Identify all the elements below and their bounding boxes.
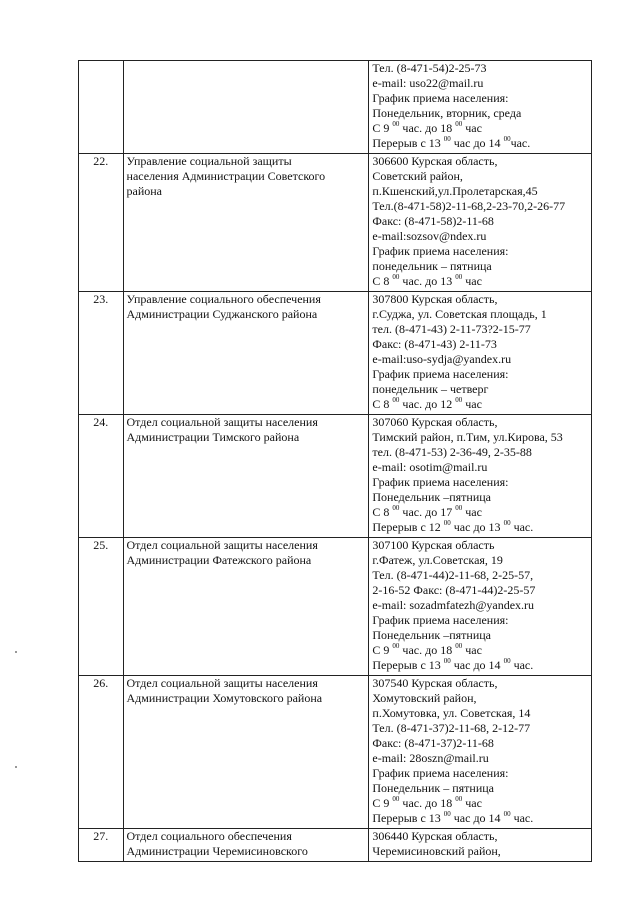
contact-line [372,628,588,643]
contact-line [372,643,588,658]
contact-info [369,676,592,829]
contact-text: Хомутовский район, [372,691,477,705]
contact-line [372,121,588,136]
contact-line [372,829,588,844]
contact-line [372,367,588,382]
contact-text: График приема населения: [372,367,509,381]
contact-text: Тел.(8-471-58)2-11-68,2-23-70,2-26-77 [372,199,566,213]
contact-text: час [462,796,482,810]
contact-line [372,244,588,259]
contact-line [372,475,588,490]
contact-line [372,490,588,505]
row-number: 24. [79,415,124,538]
organization-name-line: Отдел социального обеспечения [126,829,292,843]
contact-line [372,505,588,520]
contact-line [372,736,588,751]
contact-text: Тел. (8-471-54)2-25-73 [372,61,487,75]
contact-text: e-mail:uso-sydja@yandex.ru [372,352,512,366]
time-superscript: 00 [503,519,511,527]
contact-text: 306600 Курская область, [372,154,498,168]
time-superscript: 00 [455,795,463,803]
organization-name-line: Управление социальной защиты [126,154,292,168]
table-body [79,61,592,862]
contact-text: час. до 12 [399,397,456,411]
contact-text: час до 14 [450,658,504,672]
contact-text: час. до 18 [399,643,456,657]
contact-text: час. до 18 [399,796,456,810]
table-row [79,676,592,829]
contact-text: час до 13 [450,520,504,534]
contact-line [372,445,588,460]
contact-text: e-mail: sozadmfatezh@yandex.ru [372,598,535,612]
organization-name-line: Отдел социальной защиты населения [126,415,318,429]
time-superscript: 00 [443,810,451,818]
contact-line [372,811,588,826]
contact-text: График приема населения: [372,91,509,105]
contact-text: С 8 [372,274,393,288]
organization-name [123,415,369,538]
contact-text: Черемисиновский район, [372,844,501,858]
contact-line [372,337,588,352]
contact-text: График приема населения: [372,766,509,780]
contact-text: час. [510,520,534,534]
contact-text: С 8 [372,397,393,411]
organization-name-line: населения Администрации Советского [126,169,326,183]
contact-text: e-mail: osotim@mail.ru [372,460,488,474]
contact-line [372,844,588,859]
contact-text: Тел. (8-471-37)2-11-68, 2-12-77 [372,721,531,735]
contact-text: 307100 Курская область [372,538,495,552]
contact-line [372,751,588,766]
contact-line [372,61,588,76]
contact-text: г.Суджа, ул. Советская площадь, 1 [372,307,547,321]
contact-text: График приема населения: [372,475,509,489]
contact-text: Понедельник –пятница [372,628,491,642]
contact-text: тел. (8-471-53) 2-36-49, 2-35-88 [372,445,532,459]
time-superscript: 00 [455,642,463,650]
time-superscript: 00 [392,795,400,803]
row-number: 23. [79,292,124,415]
contact-text: Перерыв с 13 [372,658,444,672]
organization-name [123,292,369,415]
contact-text: час до 14 [450,136,504,150]
contact-line [372,106,588,121]
contact-text: час. до 18 [399,121,456,135]
contact-line [372,91,588,106]
contact-text: 2-16-52 Факс: (8-471-44)2-25-57 [372,583,536,597]
contact-line [372,613,588,628]
contact-line [372,706,588,721]
contact-text: Тел. (8-471-44)2-11-68, 2-25-57, [372,568,534,582]
table-row [79,829,592,862]
row-number: 27. [79,829,124,862]
contact-text: час. до 17 [399,505,456,519]
contact-text: г.Фатеж, ул.Советская, 19 [372,553,503,567]
row-number: 26. [79,676,124,829]
organization-name-line: Администрации Суджанского района [126,307,318,321]
organization-name [123,829,369,862]
contact-line [372,214,588,229]
time-superscript: 00 [392,396,400,404]
contact-text: час [462,397,482,411]
contact-text: час. [510,811,534,825]
contact-text: График приема населения: [372,613,509,627]
row-number [79,61,124,154]
contact-line [372,322,588,337]
contact-line [372,721,588,736]
contact-text: 306440 Курская область, [372,829,498,843]
time-superscript: 00 [455,273,463,281]
contact-text: понедельник – четверг [372,382,489,396]
contact-line [372,382,588,397]
scan-speck [15,651,17,653]
contact-text: e-mail:sozsov@ndex.ru [372,229,487,243]
contact-text: п.Хомутовка, ул. Советская, 14 [372,706,531,720]
contact-line [372,184,588,199]
contact-text: Перерыв с 12 [372,520,444,534]
table-row [79,292,592,415]
time-superscript: 00 [455,396,463,404]
organization-name [123,538,369,676]
contact-info [369,415,592,538]
row-number: 25. [79,538,124,676]
contact-line [372,460,588,475]
time-superscript: 00 [503,657,511,665]
time-superscript: 00 [392,642,400,650]
contact-line [372,229,588,244]
contact-line [372,154,588,169]
contact-text: тел. (8-471-43) 2-11-73?2-15-77 [372,322,531,336]
contact-text: час. [510,658,534,672]
contact-line [372,169,588,184]
contact-line [372,766,588,781]
contact-info [369,292,592,415]
row-number: 22. [79,154,124,292]
contact-line [372,658,588,673]
contact-text: Факс: (8-471-43) 2-11-73 [372,337,497,351]
time-superscript: 00 [443,657,451,665]
contact-line [372,796,588,811]
time-superscript: 00 [443,519,451,527]
organization-name [123,61,369,154]
contact-text: понедельник – пятница [372,259,492,273]
contact-line [372,259,588,274]
organization-name-line: Администрации Фатежского района [126,553,312,567]
contact-line [372,583,588,598]
contact-line [372,397,588,412]
contact-line [372,430,588,445]
time-superscript: 00 [392,504,400,512]
contact-text: час. до 13 [399,274,456,288]
contact-text: час. [510,136,531,150]
contact-text: С 9 [372,643,393,657]
contact-line [372,553,588,568]
contact-text: час [462,121,482,135]
contact-info [369,61,592,154]
contact-text: 307540 Курская область, [372,676,498,690]
contact-text: Тимский район, п.Тим, ул.Кирова, 53 [372,430,563,444]
contact-line [372,76,588,91]
contact-text: час [462,274,482,288]
contact-line [372,520,588,535]
contact-info [369,154,592,292]
contact-text: Перерыв с 13 [372,136,444,150]
contact-line [372,307,588,322]
organizations-table [78,60,592,862]
contact-line [372,274,588,289]
contact-text: С 9 [372,796,393,810]
organization-name [123,676,369,829]
time-superscript: 00 [503,810,511,818]
contact-text: 307800 Курская область, [372,292,498,306]
time-superscript: 00 [392,120,400,128]
organization-name-line: Администрации Тимского района [126,430,300,444]
organization-name-line: Отдел социальной защиты населения [126,538,318,552]
contact-text: Факс: (8-471-58)2-11-68 [372,214,494,228]
contact-text: График приема населения: [372,244,509,258]
contact-text: Факс: (8-471-37)2-11-68 [372,736,494,750]
table-row [79,154,592,292]
scan-speck [15,766,17,768]
contact-line [372,598,588,613]
time-superscript: 00 [503,135,511,143]
table-row [79,61,592,154]
contact-text: час [462,643,482,657]
organization-name-line: Отдел социальной защиты населения [126,676,318,690]
organization-name-line: Администрации Черемисиновского [126,844,308,858]
organization-name-line: района [126,184,163,198]
organization-name-line: Управление социального обеспечения [126,292,321,306]
contact-text: Понедельник – пятница [372,781,494,795]
organization-name [123,154,369,292]
contact-line [372,199,588,214]
contact-line [372,136,588,151]
contact-text: Понедельник, вторник, среда [372,106,522,120]
contact-info [369,829,592,862]
contact-text: час [462,505,482,519]
time-superscript: 00 [443,135,451,143]
contact-line [372,676,588,691]
contact-line [372,538,588,553]
contact-text: Советский район, [372,169,463,183]
contact-text: e-mail: uso22@mail.ru [372,76,484,90]
table-row [79,538,592,676]
contact-text: п.Кшенский,ул.Пролетарская,45 [372,184,538,198]
time-superscript: 00 [455,120,463,128]
contact-line [372,568,588,583]
contact-text: С 9 [372,121,393,135]
organization-name-line: Администрации Хомутовского района [126,691,323,705]
contact-text: час до 14 [450,811,504,825]
contact-line [372,415,588,430]
contact-text: С 8 [372,505,393,519]
contact-text: 307060 Курская область, [372,415,498,429]
contact-text: Понедельник –пятница [372,490,491,504]
contact-line [372,781,588,796]
contact-line [372,352,588,367]
time-superscript: 00 [455,504,463,512]
contact-text: Перерыв с 13 [372,811,444,825]
contact-line [372,292,588,307]
contact-text: e-mail: 28oszn@mail.ru [372,751,489,765]
time-superscript: 00 [392,273,400,281]
contact-info [369,538,592,676]
table-row [79,415,592,538]
contact-line [372,691,588,706]
